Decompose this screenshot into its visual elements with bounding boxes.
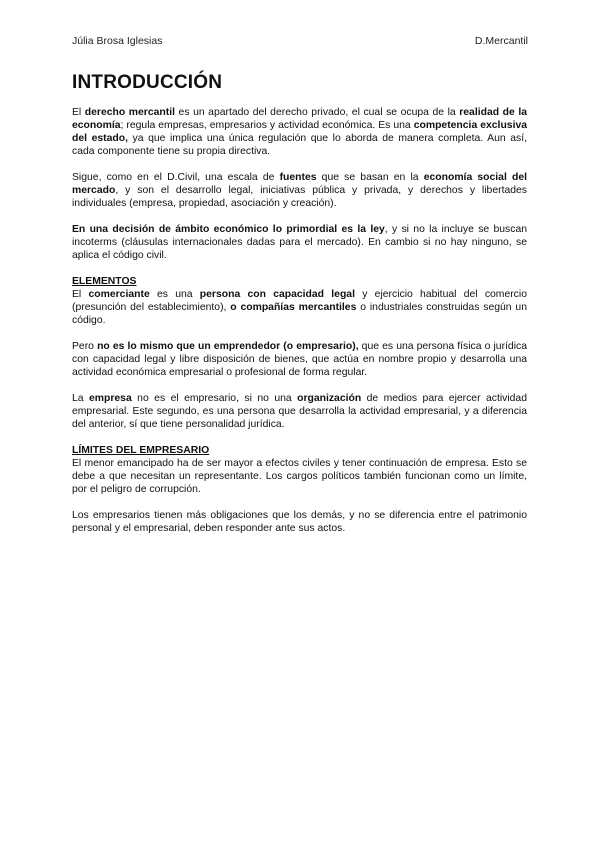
elementos-paragraph-3: La empresa no es el empresario, si no una organización de medios para ejercer actividad empresarial. Este segundo, es una persona que desarrolla la actividad empresarial, y a diferencia del anterior, sí que tiene personalidad jurídica. <box>72 393 527 430</box>
elementos-paragraph-1: El comerciante es una persona con capacidad legal y ejercicio habitual del comercio (presunción del establecimiento), o compañías mercantiles o industriales construidas según un código. <box>72 289 527 326</box>
header-author: Júlia Brosa Iglesias <box>72 35 163 47</box>
limites-paragraph-1: El menor emancipado ha de ser mayor a efectos civiles y tener continuación de empresa. Esto se debe a que necesitan un representante. Los cargos políticos también funcionan como un límite, por el peligro de corrupción. <box>72 458 527 495</box>
document-body <box>72 72 527 548</box>
elementos-paragraph-2: Pero no es lo mismo que un emprendedor (o empresario), que es una persona física o jurídica con capacidad legal y libre disposición de bienes, que actúa en nombre propio y desarrolla una actividad económica empresarial o profesional de forma regular. <box>72 341 527 378</box>
page-title: INTRODUCCIÓN <box>72 72 223 93</box>
section-heading-elementos: ELEMENTOS <box>72 276 137 287</box>
intro-paragraph-3: En una decisión de ámbito económico lo primordial es la ley, y si no la incluye se buscan incoterms (cláusulas internacionales dadas para el mercado). En cambio si no hay ninguno, se aplica el código civil. <box>72 224 528 261</box>
intro-paragraph-1: El derecho mercantil es un apartado del derecho privado, el cual se ocupa de la realidad de la economía; regula empresas, empresarios y actividad económica. Es una competencia exclusiva del estado, ya que implica una única regulación que lo aborda de manera completa. Aun así, cada componente tiene su propia directiva. <box>72 107 528 157</box>
header-subject: D.Mercantil <box>474 35 528 47</box>
intro-paragraph-2: Sigue, como en el D.Civil, una escala de fuentes que se basan en la economía social del mercado, y son el desarrollo legal, iniciativas pública y privada, y derechos y libertades individuales (empresa, propiedad, asociación y creación). <box>72 172 527 209</box>
page-header <box>72 35 528 47</box>
section-heading-limites: LÍMITES DEL EMPRESARIO <box>72 445 210 456</box>
limites-paragraph-2: Los empresarios tienen más obligaciones que los demás, y no se diferencia entre el patrimonio personal y el empresarial, deben responder ante sus actos. <box>72 510 527 534</box>
